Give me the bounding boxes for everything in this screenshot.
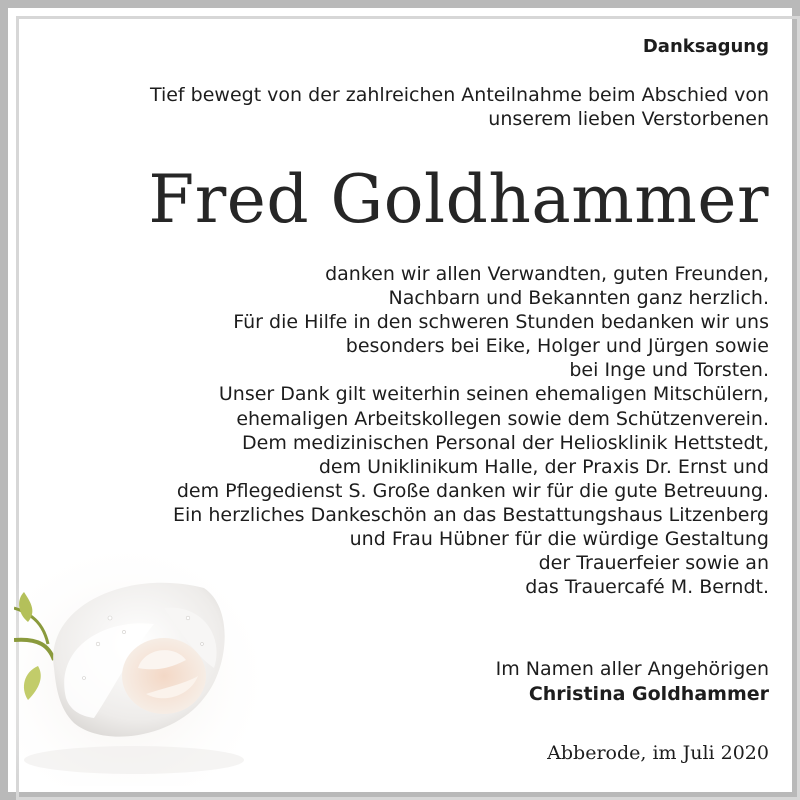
body-line: dem Pflegedienst S. Große danken wir für die gute Betreuung. — [176, 479, 769, 502]
intro-text — [150, 83, 769, 131]
signoff-line: Im Namen aller Angehörigen — [495, 658, 769, 680]
body-line: Ein herzliches Dankeschön an das Bestattungshaus Litzenberg — [173, 503, 769, 526]
deceased-name: Fred Goldhammer — [148, 161, 769, 238]
body-line: Für die Hilfe in den schweren Stunden bedanken wir uns — [233, 311, 769, 334]
body-text — [173, 262, 769, 599]
signoff — [496, 657, 769, 707]
signer-name: Christina Goldhammer — [528, 683, 769, 705]
body-line: danken wir allen Verwandten, guten Freunden, — [325, 263, 769, 285]
body-line: dem Uniklinikum Halle, der Praxis Dr. Ernst und — [318, 455, 769, 478]
intro-line: Tief bewegt von der zahlreichen Anteilnahme beim Abschied von — [149, 84, 769, 106]
body-line: besonders bei Eike, Holger und Jürgen sowie — [345, 335, 769, 358]
body-line: und Frau Hübner für die würdige Gestaltung — [349, 528, 769, 551]
body-line: das Trauercafé M. Berndt. — [525, 576, 769, 599]
heading: Danksagung — [642, 36, 769, 57]
body-line: bei Inge und Torsten. — [569, 359, 769, 382]
body-line: Dem medizinischen Personal der Heliosklinik Hettstedt, — [242, 431, 769, 454]
body-line: Nachbarn und Bekannten ganz herzlich. — [388, 287, 769, 310]
body-line: ehemaligen Arbeitskollegen sowie dem Schützenverein. — [236, 407, 769, 430]
body-line: Unser Dank gilt weiterhin seinen ehemaligen Mitschülern, — [218, 383, 769, 406]
intro-line: unserem lieben Verstorbenen — [488, 108, 769, 130]
place-date: Abberode, im Juli 2020 — [547, 742, 769, 764]
body-line: der Trauerfeier sowie an — [538, 552, 769, 575]
